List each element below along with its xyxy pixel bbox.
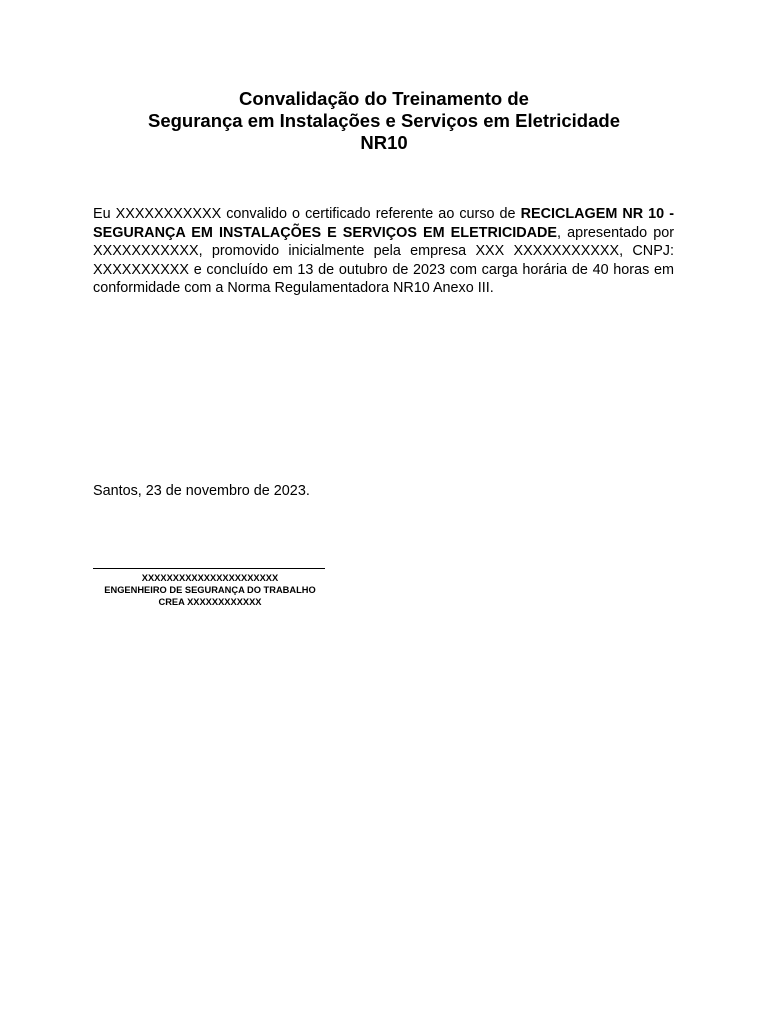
body-intro: Eu XXXXXXXXXXX convalido o certificado referente ao curso de xyxy=(93,206,521,222)
title-line-2: Segurança em Instalações e Serviços em Eletricidade xyxy=(148,110,620,131)
place-date: Santos, 23 de novembro de 2023. xyxy=(93,483,310,499)
body-paragraph xyxy=(93,205,674,298)
signature-line xyxy=(93,568,325,569)
signer-registration: CREA XXXXXXXXXXXX xyxy=(158,597,262,607)
title-line-1: Convalidação do Treinamento de xyxy=(239,88,529,109)
course-name: RECICLAGEM NR 10 - SEGURANÇA EM INSTALAÇÕES E SERVIÇOS EM ELETRICIDADE xyxy=(93,206,674,241)
title-line-3: NR10 xyxy=(360,132,408,153)
signature-block xyxy=(82,572,338,608)
signer-name: XXXXXXXXXXXXXXXXXXXXXX xyxy=(141,573,279,583)
document-title xyxy=(0,88,768,154)
body-rest: , apresentado por XXXXXXXXXXX, promovido inicialmente pela empresa XXX XXXXXXXXXXX, CNPJ: XXXXXXXXXX e concluído em 13 de outubro de 2023 com carga horária de 40 horas em conformidade com a Norma Regulamentadora NR10 Anexo III. xyxy=(93,224,674,297)
signer-role: ENGENHEIRO DE SEGURANÇA DO TRABALHO xyxy=(104,585,316,595)
